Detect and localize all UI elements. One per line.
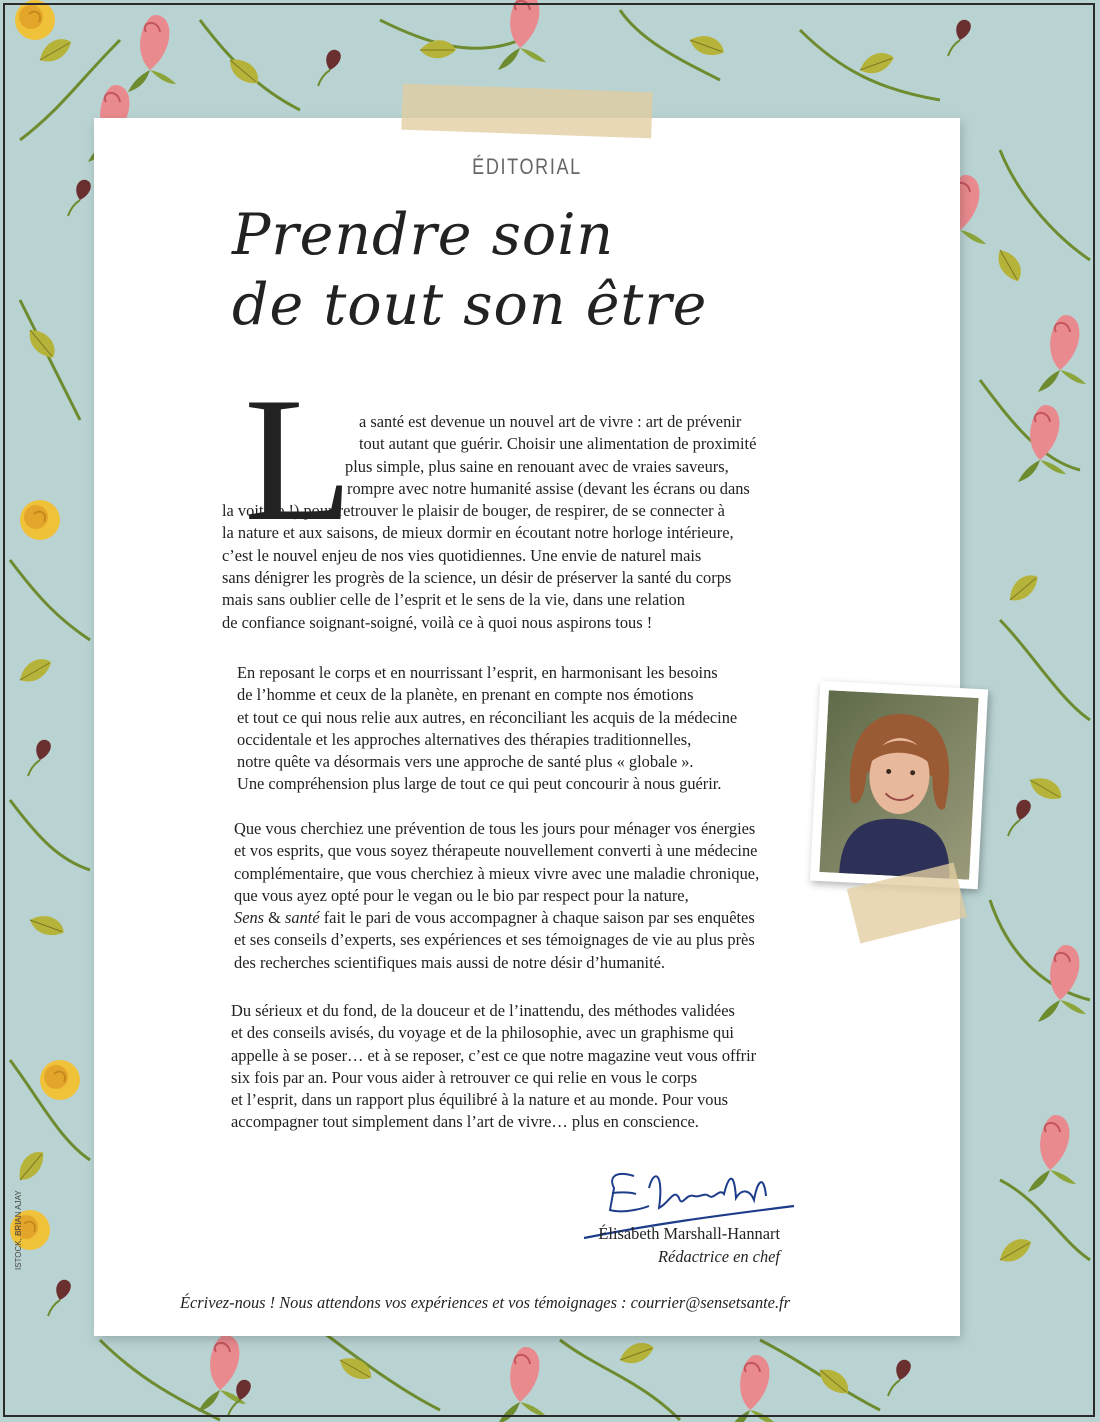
- p2-line: et tout ce qui nous relie aux autres, en réconciliant les acquis de la médecine: [237, 707, 738, 727]
- p2-line: notre quête va désormais vers une approche de santé plus « globale ».: [237, 752, 694, 772]
- p3-line-rest: fait le pari de vous accompagner à chaque saison par ses enquêtes: [319, 908, 755, 928]
- p2-line: Une compréhension plus large de tout ce qui peut concourir à nous guérir.: [237, 774, 722, 794]
- p1-line: de confiance soignant-soigné, voilà ce à quoi nous aspirons tous !: [222, 612, 653, 632]
- contact-line: Écrivez-nous ! Nous attendons vos expériences et vos témoignages : courrier@sensetsante.fr: [179, 1293, 790, 1312]
- photo-credit: ISTOCK, BRIAN AJAY: [14, 1190, 23, 1270]
- magazine-name-amp: &: [264, 908, 285, 928]
- paragraph-2: [237, 662, 797, 796]
- p1-line: sans dénigrer les progrès de la science, un désir de préserver la santé du corps: [222, 568, 732, 588]
- p3-line: des recherches scientifiques mais aussi de notre désir d’humanité.: [234, 952, 666, 972]
- p3-line: complémentaire, que vous cherchiez à mieux vivre avec une maladie chronique,: [234, 863, 760, 883]
- magazine-name-sante: santé: [285, 908, 320, 928]
- p1-line: c’est le nouvel enjeu de nos vies quotidiennes. Une envie de naturel mais: [222, 545, 702, 565]
- p4-line: et l’esprit, dans un rapport plus équilibré à la nature et au monde. Pour vous: [231, 1090, 729, 1110]
- paragraph-3: [234, 818, 794, 974]
- p3-line: Que vous cherchiez une prévention de tous les jours pour ménager vos énergies: [234, 819, 756, 838]
- p4-line: et des conseils avisés, du voyage et de la philosophie, avec un graphisme qui: [231, 1023, 734, 1043]
- title-line-1: Prendre soin: [232, 202, 615, 268]
- p1-line: mais sans oublier celle de l’esprit et le sens de la vie, dans une relation: [222, 590, 685, 610]
- p4-line: accompagner tout simplement dans l’art de vivre… plus en conscience.: [231, 1112, 699, 1132]
- author-role: Rédactrice en chef: [658, 1247, 780, 1266]
- title-line-2: de tout son être: [232, 272, 708, 338]
- p4-line: six fois par an. Pour vous aider à retrouver ce qui relie en vous le corps: [231, 1067, 698, 1087]
- p1-line: la voiture !) pour retrouver le plaisir de bouger, de respirer, de se connecter à: [222, 501, 725, 521]
- p4-line: appelle à se poser… et à se reposer, c’est ce que notre magazine veut vous offrir: [231, 1045, 757, 1065]
- p2-line: de l’homme et ceux de la planète, en prenant en compte nos émotions: [237, 685, 694, 705]
- page-title: [232, 200, 882, 340]
- p1-line: plus simple, plus saine en renouant avec de vraies saveurs,: [345, 456, 729, 476]
- p1-line: tout autant que guérir. Choisir une alimentation de proximité: [359, 434, 757, 454]
- masking-tape-top: [401, 84, 652, 139]
- paragraph-1: [222, 411, 802, 634]
- p3-line: que vous ayez opté pour le vegan ou le bio par respect pour la nature,: [234, 885, 689, 905]
- portrait-image: [819, 690, 978, 880]
- p1-line: rompre avec notre humanité assise (devant les écrans ou dans: [347, 478, 750, 498]
- paragraph-4: [231, 1000, 791, 1134]
- p3-line-magazine: [234, 907, 794, 929]
- p3-line: et vos esprits, que vous soyez thérapeute nouvellement converti à une médecine: [234, 841, 758, 861]
- magazine-name-sens: Sens: [234, 908, 265, 928]
- author-photo: [810, 681, 988, 890]
- p2-line: occidentale et les approches alternatives des thérapies traditionnelles,: [237, 729, 692, 749]
- author-name: Élisabeth Marshall-Hannart: [598, 1224, 780, 1243]
- p3-line: et ses conseils d’experts, ses expériences et ses témoignages de vie au plus près: [234, 930, 755, 950]
- p1-line: a santé est devenue un nouvel art de vivre : art de prévenir: [359, 412, 742, 431]
- section-rubric: ÉDITORIAL: [472, 154, 582, 179]
- p1-line: la nature et aux saisons, de mieux dormir en écoutant notre horloge intérieure,: [222, 523, 734, 543]
- p4-line: Du sérieux et du fond, de la douceur et de l’inattendu, des méthodes validées: [231, 1001, 735, 1020]
- p2-line: En reposant le corps et en nourrissant l’esprit, en harmonisant les besoins: [237, 663, 718, 682]
- drop-cap: L: [244, 360, 353, 558]
